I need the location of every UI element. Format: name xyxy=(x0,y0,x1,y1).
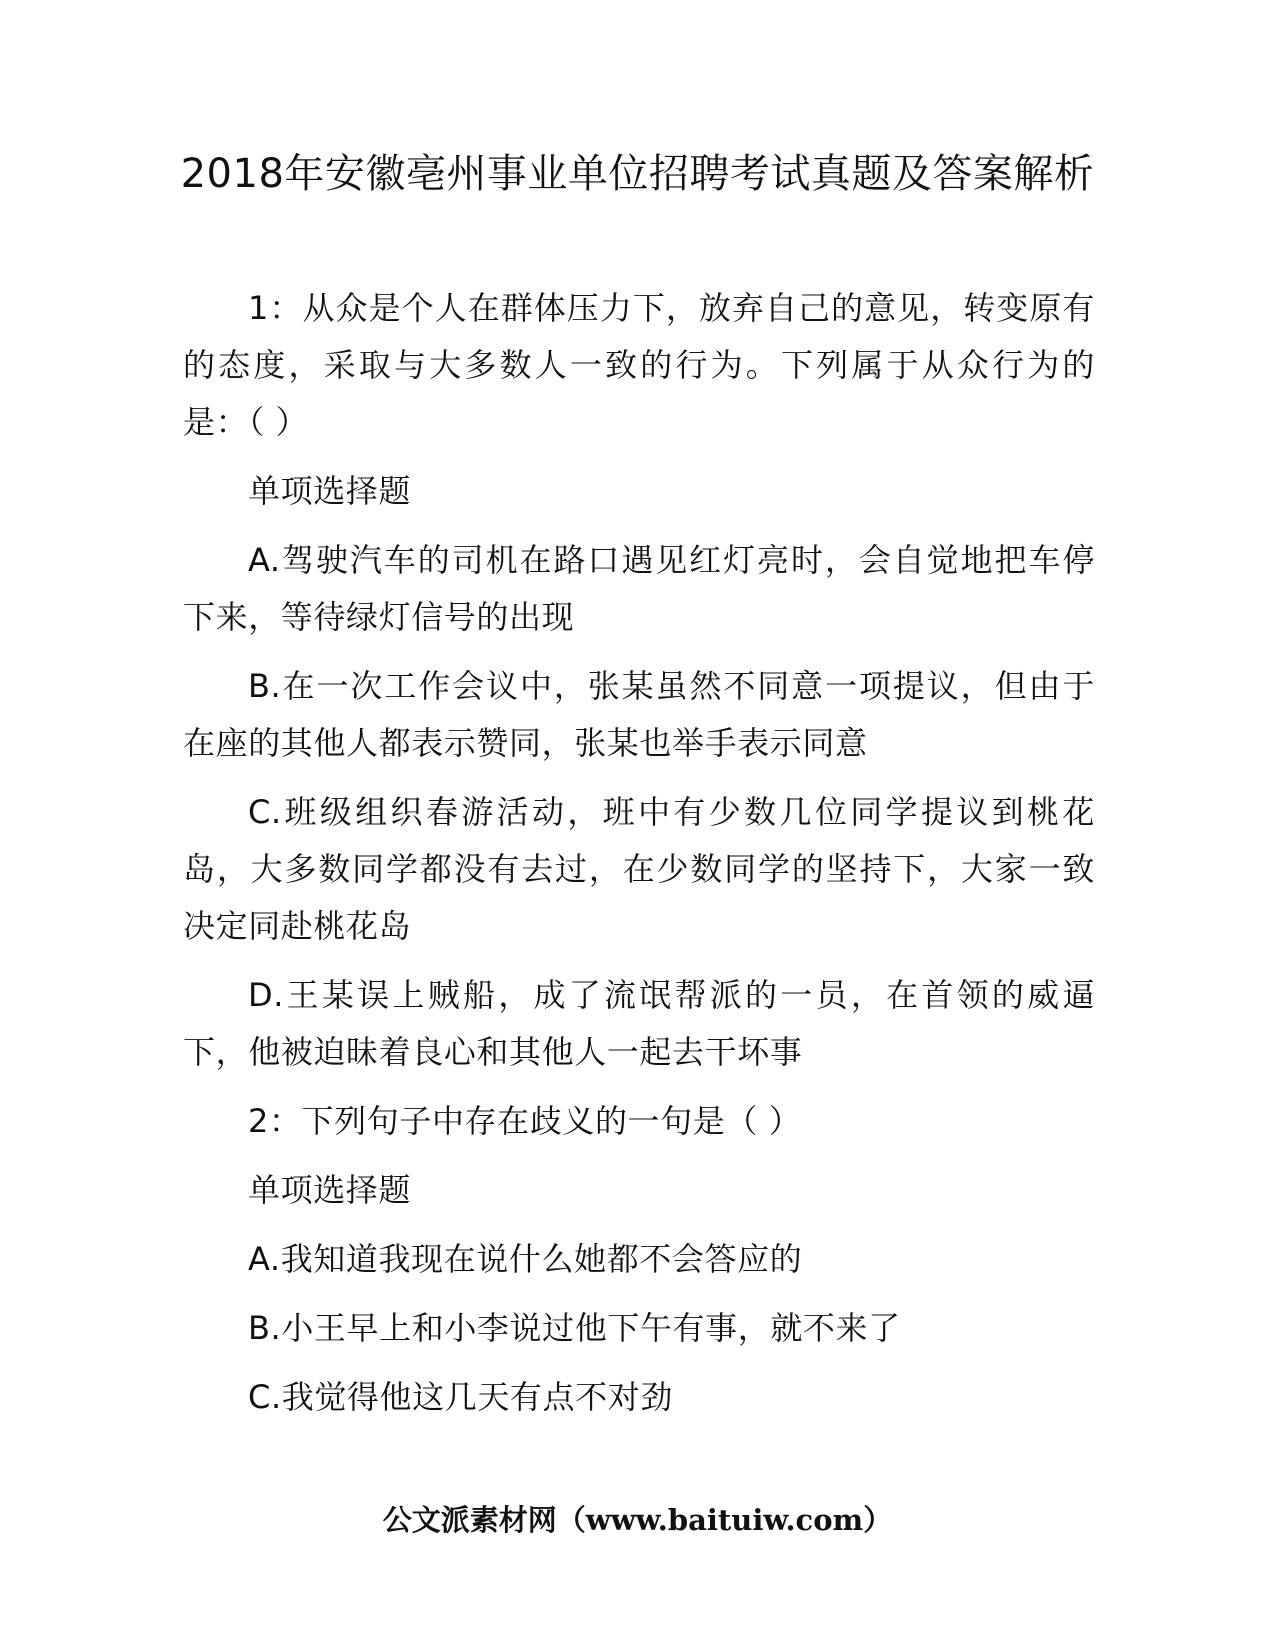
question-2-type: 单项选择题 xyxy=(248,1171,412,1209)
question-1-option-c: C.班级组织春游活动，班中有少数几位同学提议到桃花岛，大多数同学都没有去过，在少数同学的坚持下，大家一致决定同赴桃花岛 xyxy=(183,793,1095,945)
question-1-type: 单项选择题 xyxy=(248,472,412,510)
question-1-option-d: D.王某误上贼船，成了流氓帮派的一员，在首领的威逼下，他被迫昧着良心和其他人一起去干坏事 xyxy=(183,976,1095,1071)
question-1-option-b: B.在一次工作会议中，张某虽然不同意一项提议，但由于在座的其他人都表示赞同，张某也举手表示同意 xyxy=(183,667,1095,762)
question-2-stem: 2：下列句子中存在歧义的一句是（ ） xyxy=(248,1102,802,1140)
question-2-option-a: A.我知道我现在说什么她都不会答应的 xyxy=(248,1240,803,1278)
question-1-stem: 1：从众是个人在群体压力下，放弃自己的意见，转变原有的态度，采取与大多数人一致的行为。下列属于从众行为的是：（ ） xyxy=(183,289,1095,441)
footer-source: 公文派素材网（www.baituiw.com） xyxy=(382,1503,893,1537)
question-2-option-b: B.小王早上和小李说过他下午有事，就不来了 xyxy=(248,1309,901,1347)
document-body xyxy=(183,280,1095,1426)
document-title: 2018年安徽亳州事业单位招聘考试真题及答案解析 xyxy=(180,151,1095,197)
question-2-option-c: C.我觉得他这几天有点不对劲 xyxy=(248,1378,673,1416)
question-1-option-a: A.驾驶汽车的司机在路口遇见红灯亮时，会自觉地把车停下来，等待绿灯信号的出现 xyxy=(183,541,1095,636)
